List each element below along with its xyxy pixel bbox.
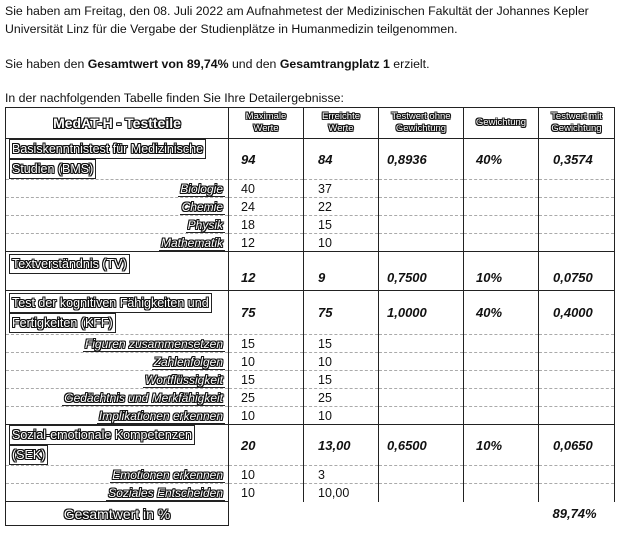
bms-achieved: 84 — [304, 139, 379, 180]
intro-paragraph — [5, 2, 625, 38]
tv-label: Textverständnis (TV) — [6, 252, 229, 291]
sub-achieved: 10 — [304, 234, 379, 252]
sub-max: 10 — [229, 484, 304, 502]
sek-max: 20 — [229, 425, 304, 466]
total-label: Gesamtwert in % — [6, 502, 229, 526]
table-row-sub — [6, 389, 615, 407]
total-value: 89,74% — [552, 506, 597, 521]
tv-max: 12 — [229, 252, 304, 291]
sub-achieved: 15 — [304, 216, 379, 234]
header-weight: Gewichtung — [464, 108, 539, 139]
sub-achieved: 15 — [304, 335, 379, 353]
sub-max: 15 — [229, 335, 304, 353]
table-row-sub — [6, 353, 615, 371]
sub-achieved: 10 — [304, 407, 379, 425]
summary-middle: und den — [228, 57, 280, 71]
intro-text: Sie haben am Freitag, den 08. Juli 2022 am Aufnahmetest der Medizinischen Fakultät der Johannes Kepler Universität Linz für die Vergabe der Studienplätze in Humanmedizin teilgenommen. — [5, 4, 589, 36]
sek-weighted: 0,0650 — [539, 425, 615, 466]
sek-label: Sozial-emotionale Kompetenzen (SEK) — [6, 425, 229, 466]
table-row-sub — [6, 234, 615, 252]
summary-prefix: Sie haben den — [5, 57, 88, 71]
table-intro — [5, 89, 344, 107]
sub-max: 18 — [229, 216, 304, 234]
header-achieved: Erreichte Werte — [304, 108, 379, 139]
sub-label: Biologie — [180, 181, 223, 196]
table-intro-text: In der nachfolgenden Tabelle finden Sie Ihre Detailergebnisse: — [5, 91, 344, 105]
sek-achieved: 13,00 — [304, 425, 379, 466]
summary-suffix: erzielt. — [389, 57, 430, 71]
table-row-sub — [6, 466, 615, 484]
sub-label: Gedächtnis und Merkfähigkeit — [64, 390, 223, 405]
table-row-sub — [6, 371, 615, 389]
table-row-sek — [6, 425, 615, 466]
sub-max: 10 — [229, 466, 304, 484]
sub-max: 40 — [229, 180, 304, 198]
bms-weight: 40% — [464, 139, 539, 180]
header-score-weighted: Testwert mit Gewichtung — [539, 108, 615, 139]
sub-label: Soziales Entscheiden — [108, 485, 223, 500]
sub-max: 24 — [229, 198, 304, 216]
sub-label: Wortflüssigkeit — [144, 372, 223, 387]
sub-max: 12 — [229, 234, 304, 252]
bms-weighted: 0,3574 — [539, 139, 615, 180]
table-row-total — [6, 502, 615, 526]
sub-achieved: 22 — [304, 198, 379, 216]
sub-achieved: 25 — [304, 389, 379, 407]
table-row-sub — [6, 335, 615, 353]
sub-achieved: 15 — [304, 371, 379, 389]
sub-label: Chemie — [181, 199, 223, 214]
sub-label: Physik — [187, 217, 223, 232]
header-part: MedAT-H - Testteile — [6, 108, 229, 139]
table-row-sub — [6, 198, 615, 216]
sek-score: 0,6500 — [379, 425, 464, 466]
sub-label: Zahlenfolgen — [153, 354, 223, 369]
sub-label: Implikationen erkennen — [98, 408, 223, 423]
kff-weighted: 0,4000 — [539, 291, 615, 335]
sek-weight: 10% — [464, 425, 539, 466]
total-rank-highlight: Gesamtrangplatz 1 — [279, 57, 390, 71]
kff-label: Test der kognitiven Fähigkeiten und Fertigkeiten (KFF) — [6, 291, 229, 335]
tv-weight: 10% — [464, 252, 539, 291]
bms-label: Basiskenntnistest für Medizinische Studien (BMS) — [6, 139, 229, 180]
tv-weighted: 0,0750 — [539, 252, 615, 291]
kff-achieved: 75 — [304, 291, 379, 335]
table-row-sub — [6, 216, 615, 234]
table-row-sub — [6, 484, 615, 502]
sub-max: 10 — [229, 407, 304, 425]
sub-achieved: 3 — [304, 466, 379, 484]
table-row-tv — [6, 252, 615, 291]
sub-achieved: 37 — [304, 180, 379, 198]
kff-weight: 40% — [464, 291, 539, 335]
results-table — [5, 107, 615, 526]
table-row-sub — [6, 180, 615, 198]
table-row-sub — [6, 407, 615, 425]
sub-max: 25 — [229, 389, 304, 407]
kff-score: 1,0000 — [379, 291, 464, 335]
sub-achieved: 10 — [304, 353, 379, 371]
bms-max: 94 — [229, 139, 304, 180]
table-header-row — [6, 108, 615, 139]
table-row-kff — [6, 291, 615, 335]
table-row-bms — [6, 139, 615, 180]
sub-achieved: 10,00 — [304, 484, 379, 502]
kff-max: 75 — [229, 291, 304, 335]
tv-score: 0,7500 — [379, 252, 464, 291]
total-score-highlight: Gesamtwert von 89,74% — [87, 57, 229, 71]
sub-label: Figuren zusammensetzen — [84, 336, 223, 351]
sub-label: Emotionen erkennen — [112, 467, 223, 482]
bms-score: 0,8936 — [379, 139, 464, 180]
sub-max: 15 — [229, 371, 304, 389]
result-summary — [5, 55, 430, 73]
header-score-unweighted: Testwert ohne Gewichtung — [379, 108, 464, 139]
header-max: Maximale Werte — [229, 108, 304, 139]
tv-achieved: 9 — [304, 252, 379, 291]
sub-label: Mathematik — [160, 235, 223, 250]
sub-max: 10 — [229, 353, 304, 371]
